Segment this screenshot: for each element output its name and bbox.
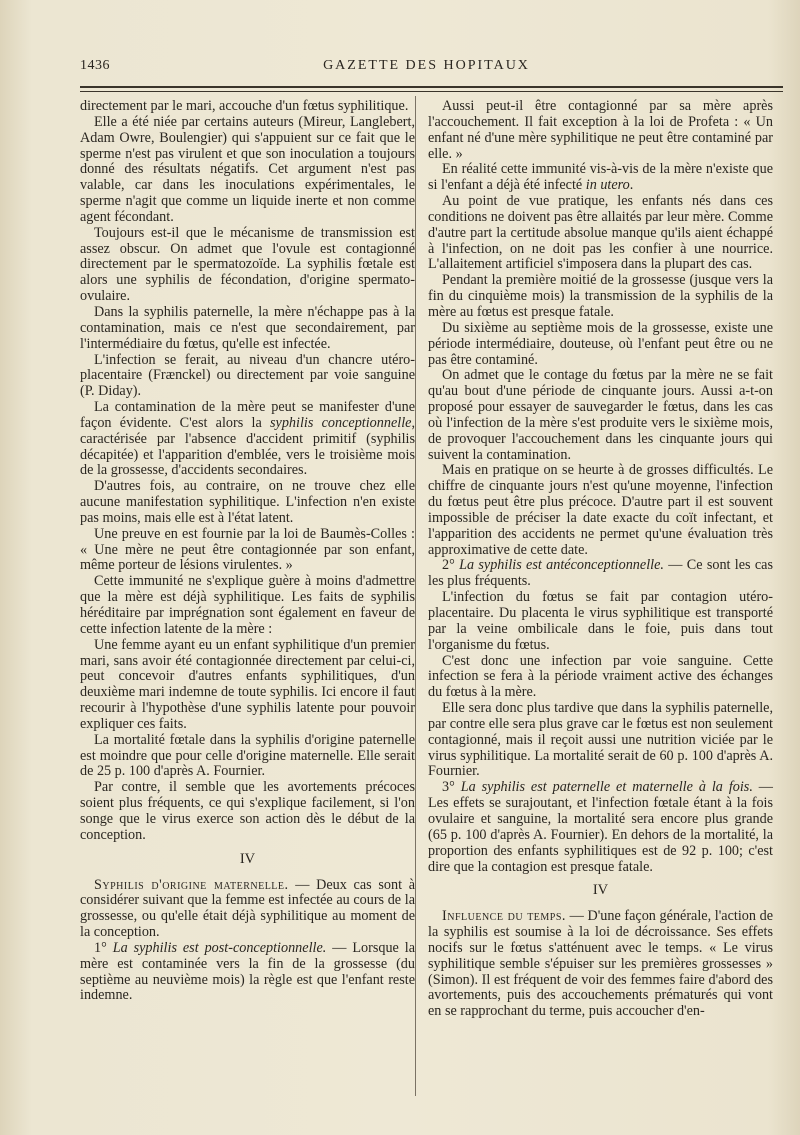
text-run: — Les effets se surajoutant, et l'infection fœtale étant à la fois ovulaire et sanguine, la mortalité sera encore plus grande (65 p. 100 d'après A. Fournier). En dehors de la mortalité, la proportion des enfants syphilitiques est de 92 p. 100; c'est dire que la contagion est presque fatale. xyxy=(428,779,773,875)
text-run: 1° xyxy=(94,939,113,956)
paragraph xyxy=(80,878,415,941)
text-run: . xyxy=(629,177,634,194)
paragraph: La mortalité fœtale dans la syphilis d'origine paternelle est moindre que pour celle d'origine maternelle. Elle serait de 25 p. 100 d'après A. Fournier. xyxy=(80,731,415,780)
paragraph: C'est donc une infection par voie sanguine. Cette infection se fera à la période vraiment active des échanges du fœtus à la mère. xyxy=(428,652,773,701)
left-column xyxy=(80,99,415,1004)
paragraph: On admet que le contage du fœtus par la mère ne se fait qu'au bout d'une période de cinquante jours. Aussi a-t-on proposé pour essayer de sauvegarder le fœtus, dans les cas où l'infection de la mère s'est produite vers le sixième mois, de provoquer l'accouchement dans les cinquante jours qui suivent la contamination. xyxy=(428,367,773,463)
section-heading: IV xyxy=(239,850,256,867)
right-column xyxy=(428,99,773,1020)
page-header xyxy=(80,58,773,80)
text-run: — Lorsque la mère est contaminée vers la fin de la grossesse (du septième au neuvième mois) la règle est que l'enfant reste indemne. xyxy=(80,939,415,1004)
text-run: En réalité cette immunité vis-à-vis de la mère n'existe que si l'enfant a déjà été infecté xyxy=(428,161,773,194)
paragraph: Mais en pratique on se heurte à de grosses difficultés. Le chiffre de cinquante jours n'est qu'une moyenne, l'infection du fœtus peut être plus précoce. D'autre part il est souvent impossible de préciser la date exacte du coït infectant, et l'apparition des accidents ne permet qu'une évaluation très approximative de cette date. xyxy=(428,462,773,558)
text-run: La contamination de la mère peut se manifester d'une façon évidente. C'est alors la xyxy=(80,399,415,431)
text-run: , caractérisée par l'absence d'accident primitif (syphilis décapitée) et l'apparition d'emblée, vers le troisième mois de la grossesse, d'accidents secondaires. xyxy=(80,414,415,479)
italic-run: La syphilis est paternelle et maternelle à la fois. xyxy=(460,779,753,796)
paragraph: Une preuve en est fournie par la loi de Baumès-Colles : « Une mère ne peut être contagionnée par son enfant, même porteur de lésions virulentes. » xyxy=(80,525,415,574)
paragraph: Aussi peut-il être contagionné par sa mère après l'accouchement. Il fait exception à la loi de Profeta : « Un enfant né d'une mère syphilitique ne peut être contaminé par elle. » xyxy=(428,98,773,162)
column-divider xyxy=(415,96,416,1096)
header-rule xyxy=(80,86,783,92)
small-caps-run: Influence du temps. xyxy=(442,908,566,925)
paragraph: L'infection du fœtus se fait par contagion utéro-placentaire. Du placenta le virus syphilitique est transporté par la veine ombilicale dans le foie, puis dans tout l'organisme du fœtus. xyxy=(428,589,773,653)
paragraph: Dans la syphilis paternelle, la mère n'échappe pas à la contamination, mais ce n'est que secondairement, par l'intermédiaire du fœtus, qu'elle est infectée. xyxy=(80,303,415,352)
paragraph: Elle sera donc plus tardive que dans la syphilis paternelle, par contre elle sera plus grave car le fœtus est non seulement contagionné, mais il reçoit aussi une nutrition viciée par le virus syphilitique. La mortalité serait de 60 p. 100 d'après A. Fournier. xyxy=(428,700,773,780)
text-run: — D'une façon générale, l'action de la syphilis est soumise à la loi de décroissance. Ses effets nocifs sur le fœtus s'atténuent avec le temps. « Le virus syphilitique semble s'épuiser sur les premières grossesses » (Simon). Il est fréquent de voir des femmes faire d'abord des avortements, puis des accouchements prématurés qui vont en se rapprochant du terme, puis accoucher d'en- xyxy=(428,908,773,1020)
paragraph xyxy=(428,558,773,590)
paragraph xyxy=(428,162,773,194)
paragraph xyxy=(80,400,415,479)
italic-run: La syphilis est antéconceptionnelle. xyxy=(459,557,664,574)
italic-run: in utero xyxy=(585,177,630,194)
paragraph: Du sixième au septième mois de la grossesse, existe une période intermédiaire, douteuse, où l'enfant peut être ou ne pas être contaminé. xyxy=(428,319,773,368)
text-run: — Ce sont les cas les plus fréquents. xyxy=(428,557,773,590)
paragraph: directement par le mari, accouche d'un fœtus syphilitique. xyxy=(80,98,409,114)
paragraph: Au point de vue pratique, les enfants nés dans ces conditions ne doivent pas être allaités par leur mère. Comme d'autre part la certitude absolue manque qu'ils aient échappé à l'infection, on ne doit pas les confier à une nourrice. L'allaitement artificiel s'imposera dans la plupart des cas. xyxy=(428,193,773,273)
page-number: 1436 xyxy=(80,58,110,73)
italic-run: syphilis conceptionnelle xyxy=(270,414,412,431)
paragraph: Cette immunité ne s'explique guère à moins d'admettre que la mère est déjà syphilitique. Les faits de syphilis héréditaire par imprégnation sont également en faveur de cette infection latente de la mère : xyxy=(80,573,415,637)
paragraph: D'autres fois, au contraire, on ne trouve chez elle aucune manifestation syphilitique. L'infection n'en existe pas moins, mais elle est à l'état latent. xyxy=(80,478,415,526)
section-heading: IV xyxy=(592,882,609,899)
paragraph xyxy=(80,941,415,1004)
paragraph: Elle a été niée par certains auteurs (Mireur, Langlebert, Adam Owre, Boulengier) qui s'appuient sur ce fait que le sperme n'est pas virulent et que son inoculation a toujours donné des résultats négatifs. Cet argument n'est pas valable, car dans les inoculations expérimentales, le sperme n'agit que comme un liquide inerte et non comme agent fécondant. xyxy=(80,113,415,225)
text-run: 2° xyxy=(442,557,460,574)
small-caps-run: Syphilis d'origine maternelle. xyxy=(94,876,289,893)
paragraph: Pendant la première moitié de la grossesse (jusque vers la fin du cinquième mois) la transmission de la syphilis de la mère au fœtus est presque fatale. xyxy=(428,272,773,320)
text-run: 3° xyxy=(442,779,461,796)
text-run: — Deux cas sont à considérer suivant que la femme est infectée au cours de la grossesse, ou qu'elle était déjà syphilitique au moment de la conception. xyxy=(80,876,415,941)
paragraph: L'infection se ferait, au niveau d'un chancre utéro-placentaire (Frænckel) ou directement par voie sanguine (P. Diday). xyxy=(80,351,415,400)
paragraph: Toujours est-il que le mécanisme de transmission est assez obscur. On admet que l'ovule est contagionné directement par le spermatozoïde. La syphilis fœtale est alors une syphilis de fécondation, d'origine spermato-ovulaire. xyxy=(80,224,415,305)
paragraph: Une femme ayant eu un enfant syphilitique d'un premier mari, sans avoir été contagionnée directement par celui-ci, peut concevoir d'autres enfants syphilitiques, d'un deuxième mari indemne de toute syphilis. Ici encore il faut recourir à l'hypothèse d'une syphilis latente pour pouvoir expliquer ces faits. xyxy=(80,636,415,732)
journal-title: GAZETTE DES HOPITAUX xyxy=(323,58,530,73)
paragraph: Par contre, il semble que les avortements précoces soient plus fréquents, ce qui s'explique facilement, si l'on songe que le virus exerce son action dès le début de la conception. xyxy=(80,779,415,843)
italic-run: La syphilis est post-conceptionnelle. xyxy=(112,939,327,956)
paragraph xyxy=(428,780,773,875)
paragraph xyxy=(428,909,773,1020)
